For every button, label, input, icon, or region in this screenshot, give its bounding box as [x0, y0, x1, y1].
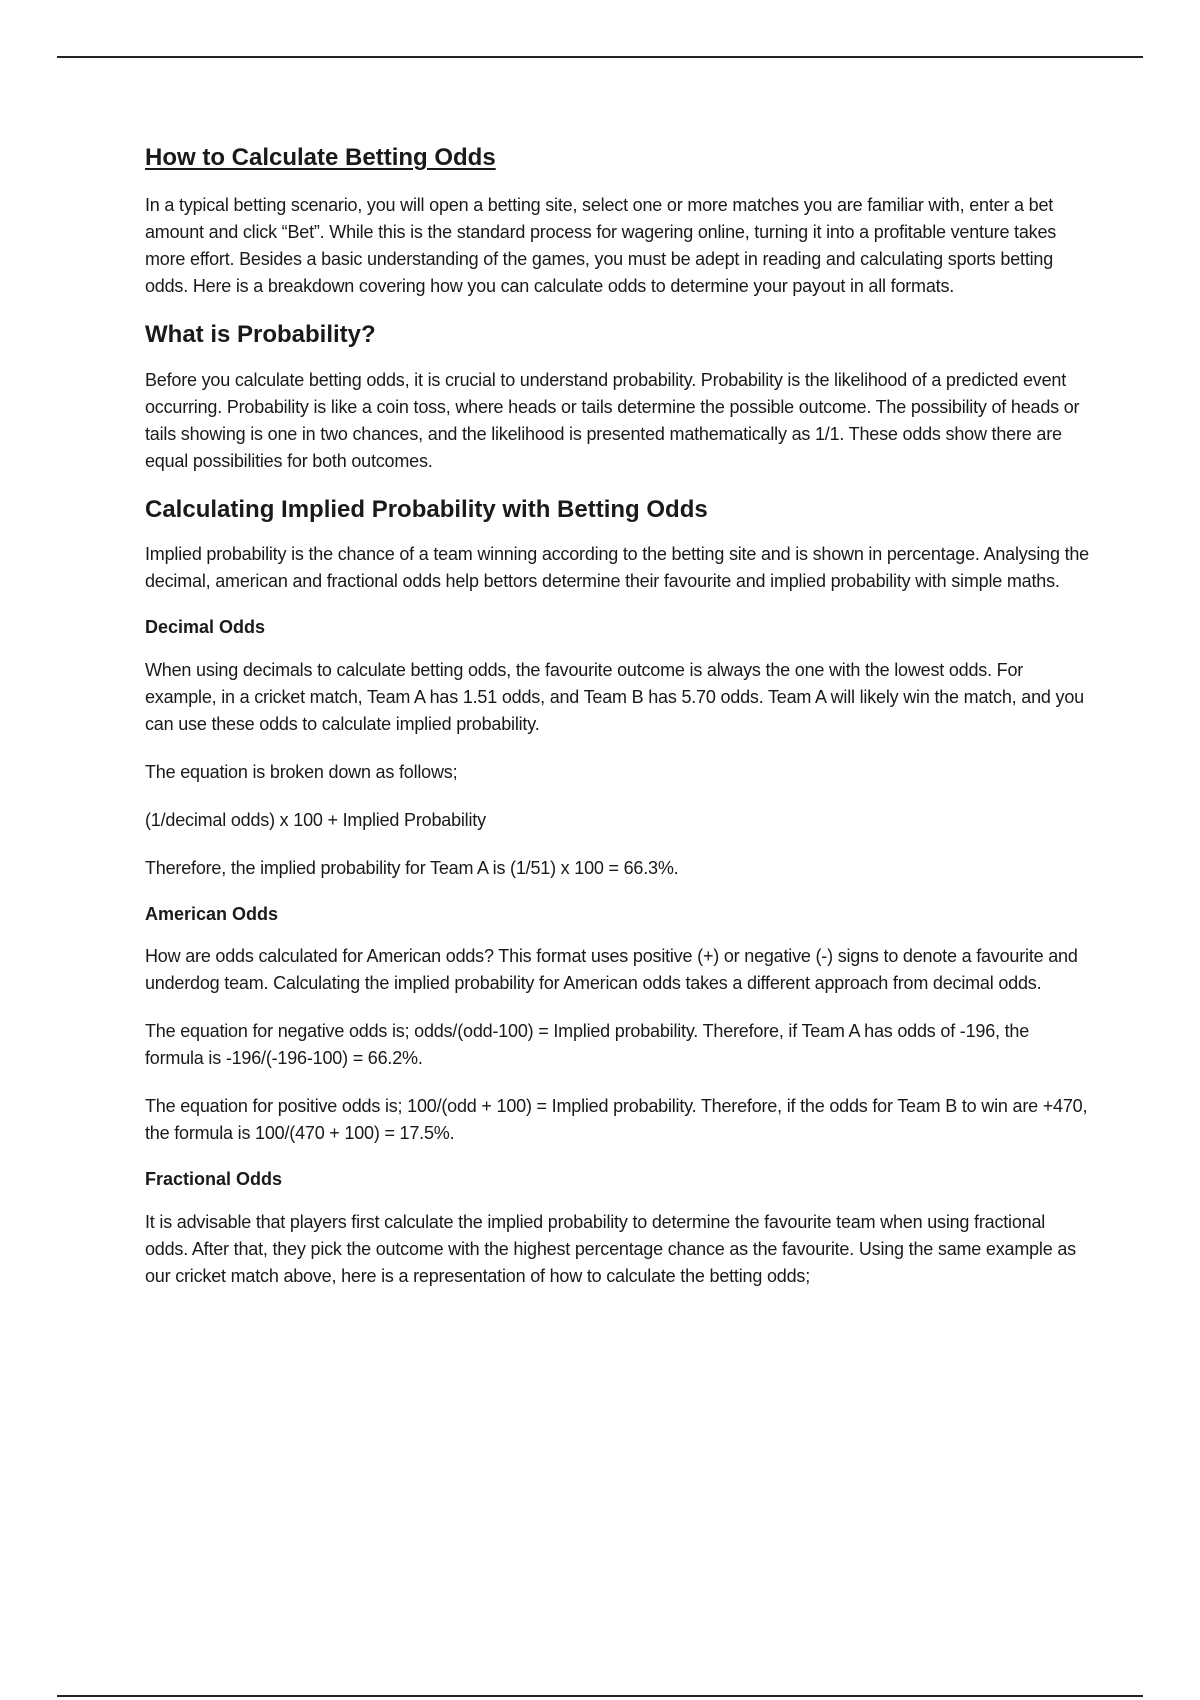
fractional-odds-heading: Fractional Odds — [145, 1169, 283, 1190]
bottom-rule — [57, 1695, 1143, 1697]
probability-paragraph: Before you calculate betting odds, it is crucial to understand probability. Probability is the likelihood of a predicted event occurring. Probability is like a coin toss, where heads or tails determine the possible outcome. The possibility of heads or tails showing is one in two chances, and the likelihood is presented mathematically as 1/1. These odds show there are equal possibilities for both outcomes. — [145, 369, 1080, 471]
implied-probability-heading: Calculating Implied Probability with Betting Odds — [145, 495, 708, 523]
fractional-odds-paragraph: It is advisable that players first calculate the implied probability to determine the favourite team when using fractional odds. After that, they pick the outcome with the highest percentage chance as the favourite. Using the same example as our cricket match above, here is a representation of how to calculate the betting odds; — [145, 1211, 1076, 1286]
american-odds-heading: American Odds — [145, 903, 279, 924]
implied-probability-paragraph: Implied probability is the chance of a team winning according to the betting site and is shown in percentage. Analysing the decimal, american and fractional odds help bettors determine their favourite and implied probability with simple maths. — [145, 544, 1089, 592]
decimal-odds-paragraph: When using decimals to calculate betting odds, the favourite outcome is always the one with the lowest odds. For example, in a cricket match, Team A has 1.51 odds, and Team B has 5.70 odds. Team A will likely win the match, and you can use these odds to calculate implied probability. — [145, 659, 1084, 734]
american-odds-paragraph: How are odds calculated for American odds? This format uses positive (+) or negative (-) signs to denote a favourite and underdog team. Calculating the implied probability for American odds takes a different approach from decimal odds. — [145, 946, 1078, 994]
document-body — [145, 144, 1090, 1311]
top-rule — [57, 56, 1143, 58]
american-positive-equation: The equation for positive odds is; 100/(odd + 100) = Implied probability. Therefore, if the odds for Team B to win are +470, the formula is 100/(470 + 100) = 17.5%. — [145, 1096, 1088, 1144]
decimal-equation: (1/decimal odds) x 100 + Implied Probability — [145, 809, 486, 830]
intro-paragraph: In a typical betting scenario, you will open a betting site, select one or more matches you are familiar with, enter a bet amount and click “Bet”. While this is the standard process for wagering online, turning it into a profitable venture takes more effort. Besides a basic understanding of the games, you must be adept in reading and calculating sports betting odds. Here is a breakdown covering how you can calculate odds to determine your payout in all formats. — [145, 194, 1057, 296]
document-title: How to Calculate Betting Odds — [145, 144, 496, 171]
decimal-odds-heading: Decimal Odds — [145, 617, 266, 638]
decimal-equation-intro: The equation is broken down as follows; — [145, 761, 458, 782]
american-negative-equation: The equation for negative odds is; odds/(odd-100) = Implied probability. Therefore, if Team A has odds of -196, the formula is -196/(-196-100) = 66.2%. — [145, 1021, 1030, 1069]
probability-heading: What is Probability? — [145, 320, 376, 348]
decimal-example: Therefore, the implied probability for Team A is (1/51) x 100 = 66.3%. — [145, 857, 679, 878]
